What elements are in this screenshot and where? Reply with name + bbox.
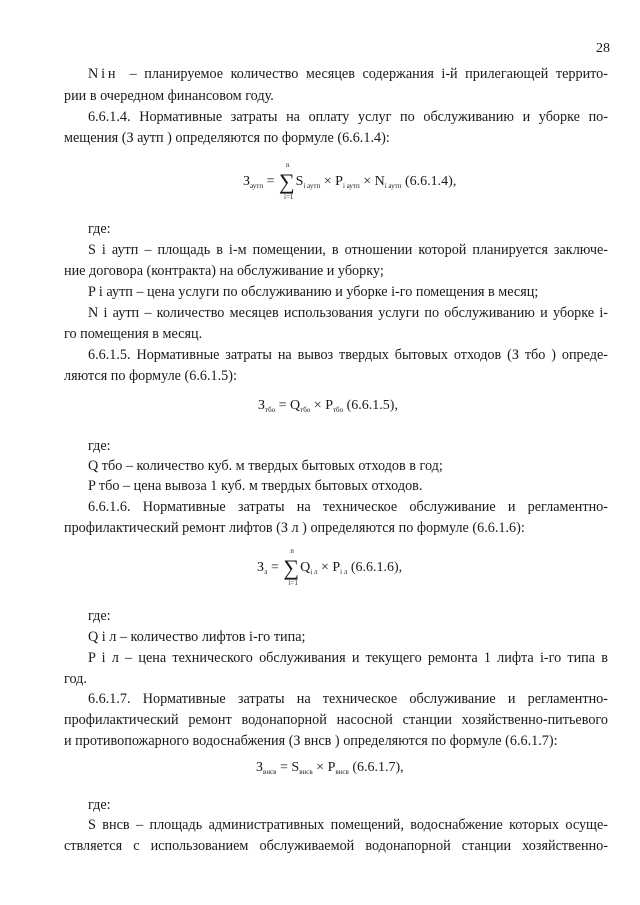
formula-symbol: З xyxy=(243,174,251,189)
paragraph-start: 6.6.1.5. Нормативные затраты на вывоз твердых бытовых отходов (З тбо ) опреде- xyxy=(88,347,608,363)
text-line: ствляется с использованием обслуживаемой водонапорной станции хозяйственно- xyxy=(64,838,608,854)
paragraph-start: 6.6.1.4. Нормативные затраты на оплату услуг по обслуживанию и уборке по- xyxy=(88,109,608,125)
text-line: рии в очередном финансовом году. xyxy=(64,88,274,104)
formula-symbol: N xyxy=(374,174,385,189)
formula-operator: × xyxy=(312,760,328,775)
formula-subscript: i аутп xyxy=(342,182,360,190)
text-line: P i л – цена технического обслуживания и текущего ремонта 1 лифта i-го типа в xyxy=(88,650,608,666)
text-line: профилактический ремонт водонапорной насосной станции хозяйственно-питьевого xyxy=(64,712,608,728)
text-line: мещения (З аутп ) определяются по формуле (6.6.1.4): xyxy=(64,130,390,146)
formula-symbol: Q xyxy=(290,398,301,413)
text-line: ние договора (контракта) на обслуживание и уборку; xyxy=(64,263,384,279)
formula-6-6-1-7 xyxy=(256,760,404,776)
text-line: го помещения в месяц. xyxy=(64,326,203,342)
formula-6-6-1-5 xyxy=(258,398,398,414)
text-line: год. xyxy=(64,671,87,687)
formula-subscript: внсв xyxy=(299,768,313,776)
formula-operator: × xyxy=(317,560,333,575)
formula-subscript: i аутп xyxy=(384,182,402,190)
formula-symbol: P xyxy=(327,760,336,775)
formula-operator: = xyxy=(275,398,291,413)
formula-subscript: внсв xyxy=(263,768,277,776)
formula-6-6-1-6 xyxy=(257,547,403,587)
formula-symbol: P xyxy=(332,560,341,575)
formula-number: (6.6.1.5), xyxy=(346,398,398,413)
formula-symbol: З xyxy=(256,760,264,775)
formula-subscript: i аутп xyxy=(303,182,321,190)
formula-symbol: З xyxy=(257,560,265,575)
formula-subscript: л xyxy=(264,568,268,576)
sum-upper-limit: n xyxy=(290,547,294,555)
formula-number: (6.6.1.4), xyxy=(405,174,457,189)
text-line: ляются по формуле (6.6.1.5): xyxy=(64,368,237,384)
text-line: P тбо – цена вывоза 1 куб. м твердых бытовых отходов. xyxy=(88,478,423,494)
formula-symbol: P xyxy=(335,174,343,189)
text-line: N i н – планируемое количество месяцев содержания i-й прилегающей террито- xyxy=(88,66,608,82)
text-line: где: xyxy=(88,438,111,454)
text-line: S внсв – площадь административных помещений, водоснабжение которых осуще- xyxy=(88,817,608,833)
formula-subscript: тбо xyxy=(333,406,344,414)
formula-subscript: i л xyxy=(310,568,318,576)
formula-subscript: i л xyxy=(340,568,348,576)
sum-lower-limit: i=1 xyxy=(283,193,294,201)
text-line: и противопожарного водоснабжения (З внсв ) определяются по формуле (6.6.1.7): xyxy=(64,733,558,749)
formula-subscript: тбо xyxy=(300,406,311,414)
formula-operator: = xyxy=(263,174,278,189)
formula-number: (6.6.1.7), xyxy=(352,760,404,775)
text-line: S i аутп – площадь в i-м помещении, в отношении которой планируется заключе- xyxy=(88,242,608,258)
text-line: где: xyxy=(88,797,111,813)
text-line: Q тбо – количество куб. м твердых бытовых отходов в год; xyxy=(88,458,443,474)
page-number: 28 xyxy=(596,41,610,56)
formula-number: (6.6.1.6), xyxy=(350,560,403,575)
text-line: профилактический ремонт лифтов (З л ) определяются по формуле (6.6.1.6): xyxy=(64,520,525,536)
formula-symbol: S xyxy=(295,174,304,189)
text-line: N i аутп – количество месяцев использования услуги по обслуживанию и уборке i- xyxy=(88,305,608,321)
formula-symbol: З xyxy=(258,398,266,413)
formula-subscript: тбо xyxy=(265,406,276,414)
formula-operator: × xyxy=(359,174,375,189)
formula-symbol: P xyxy=(325,398,333,413)
text-line: где: xyxy=(88,221,111,237)
text-line: где: xyxy=(88,608,111,624)
formula-symbol: S xyxy=(291,760,300,775)
paragraph-start: 6.6.1.7. Нормативные затраты на техническое обслуживание и регламентно- xyxy=(88,691,608,707)
formula-subscript: внсв xyxy=(335,768,349,776)
text-line: P i аутп – цена услуги по обслуживанию и уборке i-го помещения в месяц; xyxy=(88,284,539,300)
formula-operator: = xyxy=(276,760,292,775)
formula-6-6-1-4 xyxy=(243,161,457,201)
formula-operator: × xyxy=(320,174,336,189)
sum-sign: n ∑ i=1 xyxy=(283,547,300,587)
text-line: Q i л – количество лифтов i-го типа; xyxy=(88,629,306,645)
sum-lower-limit: i=1 xyxy=(288,579,298,587)
formula-symbol: Q xyxy=(300,560,311,575)
formula-operator: = xyxy=(267,560,283,575)
formula-subscript: аутп xyxy=(250,182,264,190)
sum-sign: n ∑ i=1 xyxy=(278,161,295,201)
sum-upper-limit: n xyxy=(285,161,290,169)
paragraph-start: 6.6.1.6. Нормативные затраты на техническое обслуживание и регламентно- xyxy=(88,499,608,515)
formula-operator: × xyxy=(310,398,326,413)
